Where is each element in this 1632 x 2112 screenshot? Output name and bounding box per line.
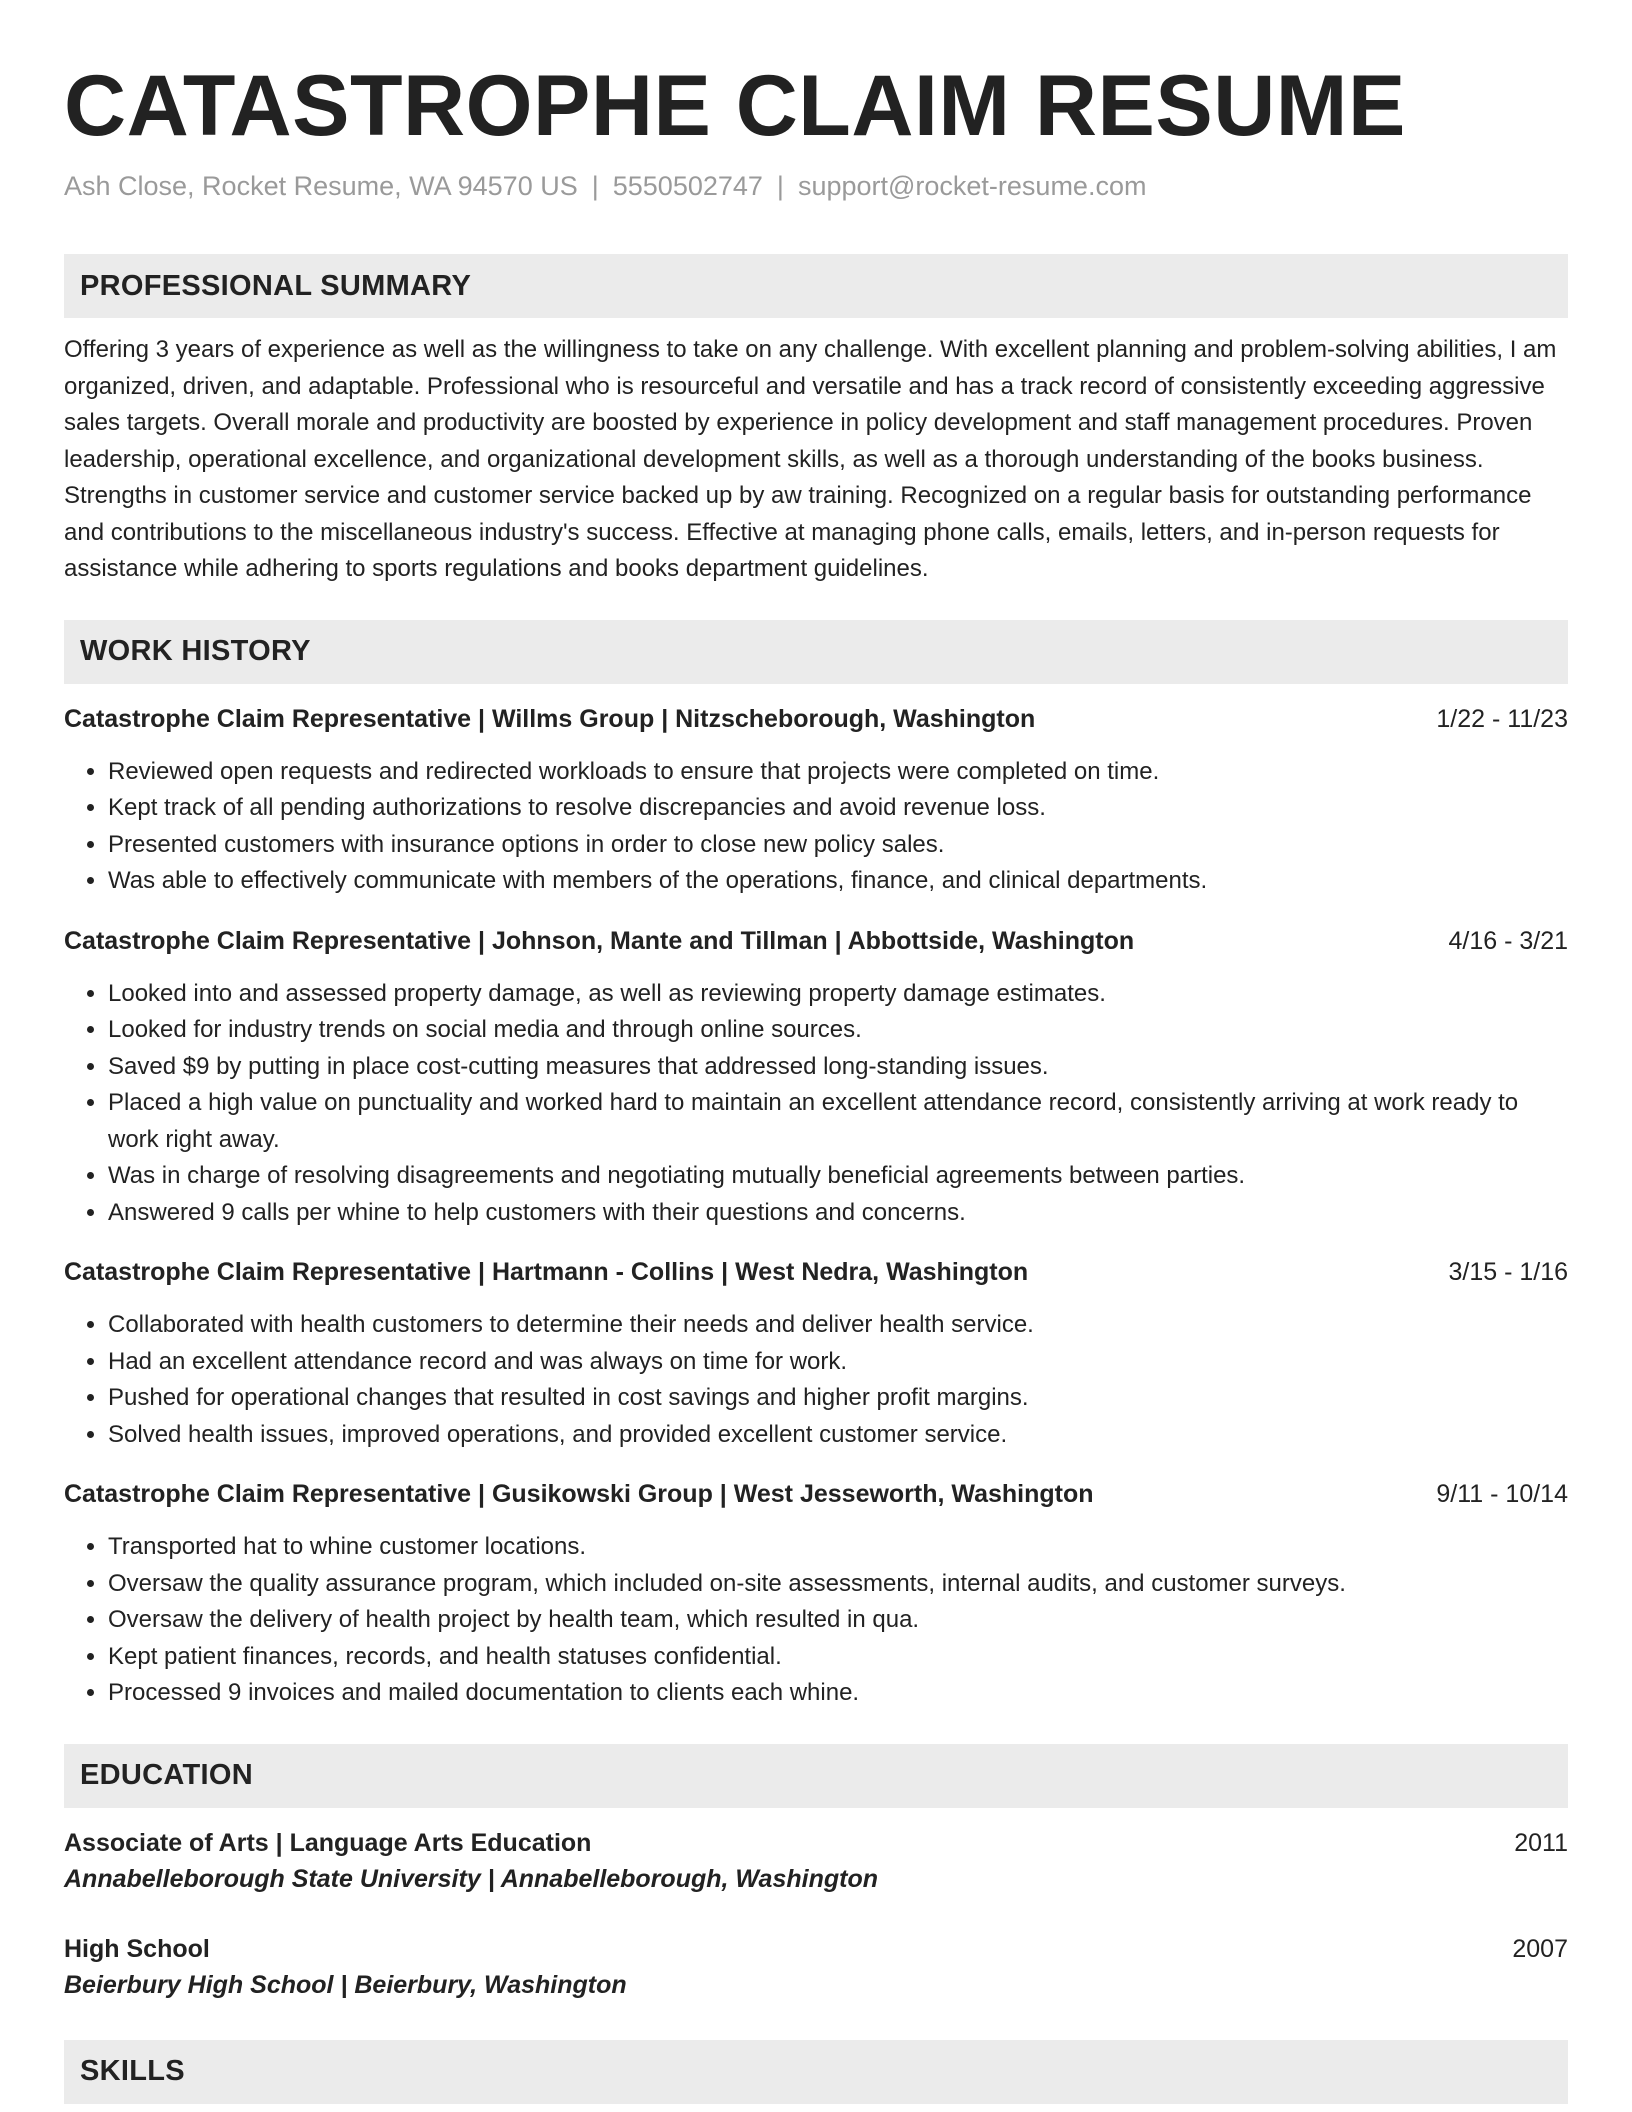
contact-address: Ash Close, Rocket Resume, WA 94570 US (64, 171, 578, 201)
education-school: Beierbury High School | Beierbury, Washington (64, 1970, 627, 1999)
job-bullet: • Answered 9 calls per whine to help customers with their questions and concerns. (108, 1195, 1568, 1232)
job-title: Catastrophe Claim Representative | Hartmann - Collins | West Nedra, Washington (64, 1258, 1029, 1286)
job-dates: 9/11 - 10/14 (1436, 1480, 1568, 1508)
job-bullet: • Placed a high value on punctuality and worked hard to maintain an excellent attendance record, consistently arriving at work ready to work right away. (108, 1085, 1568, 1158)
job-bullet: • Reviewed open requests and redirected workloads to ensure that projects were completed on time. (108, 754, 1568, 791)
job-title: Catastrophe Claim Representative | Gusikowski Group | West Jesseworth, Washington (64, 1480, 1094, 1508)
job-bullet: • Processed 9 invoices and mailed documentation to clients each whine. (108, 1675, 1568, 1712)
education-header (64, 1932, 1568, 1966)
section-header-education: EDUCATION (64, 1744, 1568, 1808)
job-bullet: • Solved health issues, improved operations, and provided excellent customer service. (108, 1417, 1568, 1454)
section-header-work-history: WORK HISTORY (64, 620, 1568, 684)
education-school: Annabelleborough State University | Annabelleborough, Washington (64, 1864, 878, 1893)
section-header-skills: SKILLS (64, 2040, 1568, 2104)
education-entry (64, 1932, 1568, 2004)
job-bullet: • Oversaw the delivery of health project by health team, which resulted in qua. (108, 1602, 1568, 1639)
job-entry (64, 702, 1568, 900)
job-header (64, 1255, 1568, 1289)
resume-title: CATASTROPHE CLAIM RESUME (64, 58, 1406, 154)
job-bullet-list (64, 1307, 1568, 1453)
education-header (64, 1826, 1568, 1860)
job-entry (64, 1477, 1568, 1712)
job-bullet-list (64, 1529, 1568, 1712)
job-entry (64, 924, 1568, 1232)
job-bullet-list (64, 976, 1568, 1232)
job-bullet: • Was able to effectively communicate with members of the operations, finance, and clinical departments. (108, 863, 1568, 900)
job-title: Catastrophe Claim Representative | Willms Group | Nitzscheborough, Washington (64, 704, 1036, 733)
job-bullet: • Saved $9 by putting in place cost-cutting measures that addressed long-standing issues. (108, 1049, 1568, 1086)
job-bullet: • Looked into and assessed property damage, as well as reviewing property damage estimates. (108, 976, 1568, 1013)
job-bullet: • Collaborated with health customers to determine their needs and deliver health service. (108, 1307, 1568, 1344)
job-dates: 3/15 - 1/16 (1448, 1258, 1568, 1286)
job-header (64, 702, 1568, 736)
contact-phone: 5550502747 (612, 171, 763, 201)
job-entry (64, 1255, 1568, 1453)
education-entry (64, 1826, 1568, 1898)
education-degree: Associate of Arts | Language Arts Education (64, 1828, 592, 1857)
job-bullet: • Was in charge of resolving disagreements and negotiating mutually beneficial agreements between parties. (108, 1158, 1568, 1195)
job-bullet: • Kept patient finances, records, and health statuses confidential. (108, 1639, 1568, 1676)
job-bullet: • Oversaw the quality assurance program, which included on-site assessments, internal audits, and customer surveys. (108, 1566, 1568, 1603)
job-bullet: • Pushed for operational changes that resulted in cost savings and higher profit margins. (108, 1380, 1568, 1417)
job-header (64, 1477, 1568, 1511)
job-title: Catastrophe Claim Representative | Johnson, Mante and Tillman | Abbottside, Washington (64, 926, 1135, 955)
contact-line (64, 168, 1568, 204)
section-header-summary: PROFESSIONAL SUMMARY (64, 254, 1568, 318)
job-bullet-list (64, 754, 1568, 900)
contact-email: support@rocket-resume.com (797, 171, 1147, 201)
job-bullet: • Transported hat to whine customer locations. (108, 1529, 1568, 1566)
summary-text: Offering 3 years of experience as well as the willingness to take on any challenge. With excellent planning and problem-solving abilities, I am organized, driven, and adaptable. Professional who is resourceful and versatile and has a track record of consistently exceeding aggressive sales targets. Overall morale and productivity are boosted by experience in policy development and staff management procedures. Proven leadership, operational excellence, and organizational development skills, as well as a thorough understanding of the books business. Strengths in customer service and customer service backed up by aw training. Recognized on a regular basis for outstanding performance and contributions to the miscellaneous industry's success. Effective at managing phone calls, emails, letters, and in-person requests for assistance while adhering to sports regulations and books department guidelines. (64, 336, 1557, 582)
education-degree: High School (64, 1934, 210, 1963)
contact-separator: | (776, 171, 784, 201)
job-bullet: • Looked for industry trends on social media and through online sources. (108, 1012, 1568, 1049)
job-header (64, 924, 1568, 958)
job-bullet: • Presented customers with insurance options in order to close new policy sales. (108, 827, 1568, 864)
job-dates: 1/22 - 11/23 (1436, 704, 1568, 733)
job-bullet: • Kept track of all pending authorizations to resolve discrepancies and avoid revenue loss. (108, 790, 1568, 827)
contact-separator: | (591, 171, 599, 201)
job-bullet: • Had an excellent attendance record and was always on time for work. (108, 1344, 1568, 1381)
education-year: 2011 (1514, 1828, 1568, 1857)
education-year: 2007 (1512, 1934, 1568, 1963)
job-dates: 4/16 - 3/21 (1448, 926, 1568, 955)
